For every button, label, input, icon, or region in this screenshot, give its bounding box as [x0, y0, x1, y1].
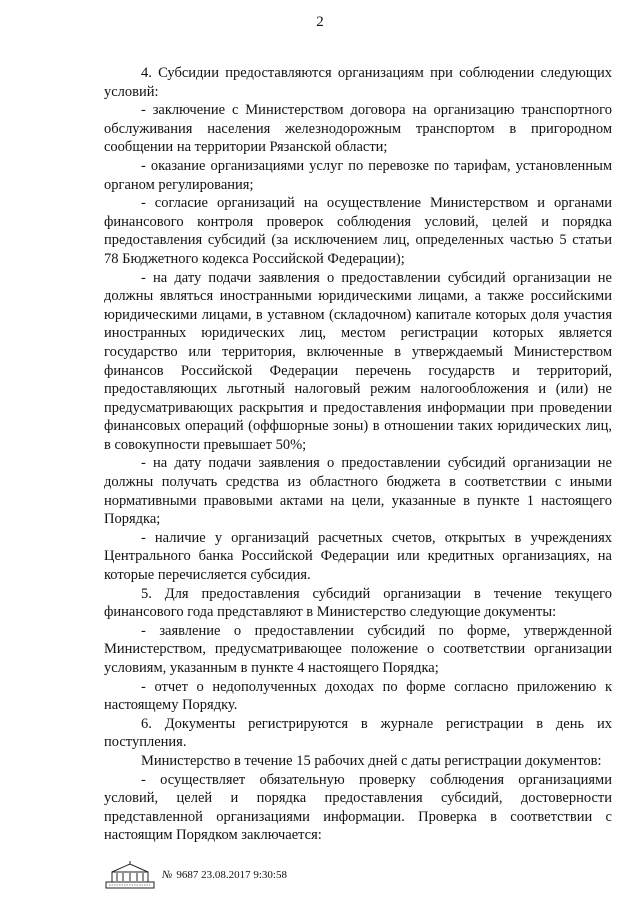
paragraph: - осуществляет обязательную проверку соблюдения организациями условий, целей и порядка предоставления субсидий, достоверности представленной организациями информации. Проверка в соответствии с настоящим Порядком заключается: [104, 771, 612, 844]
paragraph: - заключение с Министерством договора на организацию транспортного обслуживания населения железнодорожным транспортом в пригородном сообщении на территории Рязанской области; [104, 102, 612, 156]
registration-stamp-text [162, 869, 287, 881]
paragraph: - оказание организациями услуг по перевозке по тарифам, установленным органом регулирования; [104, 157, 612, 193]
registration-number-date: 9687 23.08.2017 9:30:58 [176, 869, 287, 881]
paragraph: 6. Документы регистрируются в журнале регистрации в день их поступления. [104, 715, 612, 751]
paragraph: Министерство в течение 15 рабочих дней с даты регистрации документов: [141, 752, 602, 769]
paragraph: - согласие организаций на осуществление Министерством и органами финансового контроля проверок соблюдения условий, целей и порядка предоставления субсидий (за исключением лиц, определенных частью 5 статьи 78 Бюджетного кодекса Российской Федерации); [104, 195, 612, 267]
paragraph: - на дату подачи заявления о предоставлении субсидий организации не должны получать средства из областного бюджета в соответствии с иными нормативными правовыми актами на цели, указанные в пункте 1 настоящего Порядка; [104, 455, 612, 528]
page-number: 2 [316, 14, 324, 30]
paragraph: - заявление о предоставлении субсидий по форме, утвержденной Министерством, предусматривающее положение о соответствии организации условиям, указанным в пункте 4 настоящего Порядка; [104, 622, 612, 676]
document-body [104, 64, 612, 845]
paragraph: 5. Для предоставления субсидий организации в течение текущего финансового года представляют в Министерство следующие документы: [104, 585, 612, 621]
registration-footer [104, 860, 287, 890]
paragraph: - отчет о недополученных доходах по форме согласно приложению к настоящему Порядку. [104, 678, 612, 714]
paragraph: 4. Субсидии предоставляются организациям при соблюдении следующих условий: [104, 65, 612, 100]
government-building-stamp-icon [104, 860, 156, 890]
paragraph: - на дату подачи заявления о предоставлении субсидий организации не должны являться иностранными юридическими лицами, а также российскими юридическими лицами, в уставном (складочном) капитале которых доля участия иностранных юридических лиц, местом регистрации которых является государство или территория, включенные в утверждаемый Министерством финансов Российской Федерации перечень государств и территорий, предоставляющих льготный налоговый режим налогообложения и (или) не предусматривающих раскрытия и предоставления информации при проведении финансовых операций (оффшорные зоны) в отношении таких юридических лиц, в совокупности превышает 50%; [104, 269, 612, 453]
paragraph: - наличие у организаций расчетных счетов, открытых в учреждениях Центрального банка Российской Федерации или кредитных организациях, на которые перечисляется субсидия. [104, 529, 612, 584]
number-sign: № [162, 869, 173, 881]
